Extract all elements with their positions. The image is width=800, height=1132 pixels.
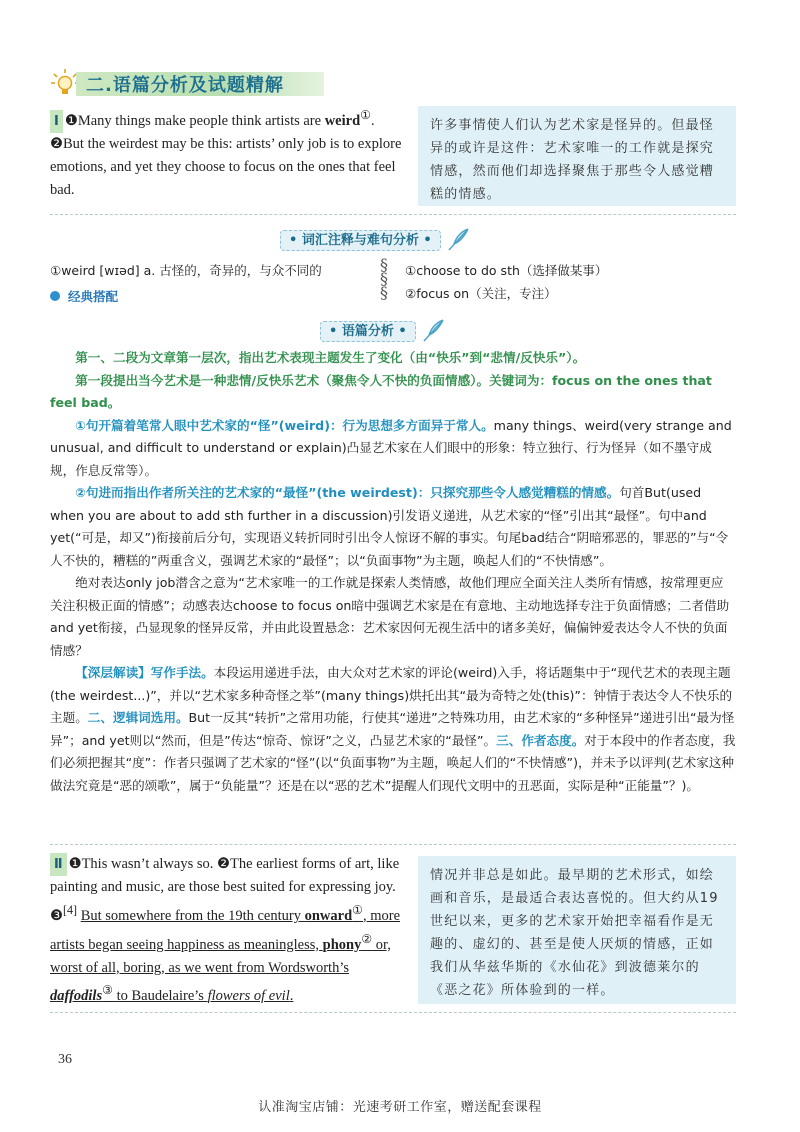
paragraph-1-text: ❶Many things make people think artists are weird①. ❷But the weirdest may be this: artists’ only job is to explore emotions, and yet they choose to focus on the ones that feel bad.	[50, 108, 402, 198]
analysis-line-1: 第一、二段为文章第一层次，指出艺术表现主题发生了变化（由“快乐”到“悲情/反快乐”）。	[75, 350, 586, 365]
deep-reading-label: 【深层解读】写作手法。	[75, 665, 214, 680]
divider	[50, 214, 736, 215]
collocation-label: 经典搭配	[68, 289, 119, 304]
vocab-item-choose: ①choose to do sth（选择做某事）	[405, 263, 608, 278]
paragraph-tag: Ⅰ	[50, 110, 63, 133]
page-number: 36	[58, 1052, 72, 1067]
sentence-2-heading: ②句进而指出作者所关注的艺术家的“最怪”(the weirdest)：只探究那些令人感觉糟糕的情感。	[75, 485, 620, 500]
analysis-deep-reading	[50, 662, 736, 797]
paragraph-2	[50, 853, 402, 1008]
paragraph-1	[50, 104, 404, 202]
analysis-header	[320, 317, 447, 343]
analysis-sentence-1	[50, 415, 736, 483]
analysis-line-2: 第一段提出当今艺术是一种悲情/反快乐艺术（聚焦令人不快的负面情感）。关键词为：focus on the ones that feel bad。	[50, 372, 712, 410]
vocab-header-label: • 词汇注释与难句分析 •	[280, 230, 441, 251]
paragraph-2-text: ❶This wasn’t always so. ❷The earliest forms of art, like painting and music, are those best suited for expressing joy. ❸[4] But somewhere from the 19th century onward①, more artists began seeing happiness as meaningless, phony② or, worst of all, boring, as we went from Wordsworth’s daffodils③ to Baudelaire’s flowers of evil.	[50, 856, 401, 1005]
analysis-sentence-2	[50, 482, 736, 572]
deep-reading-text-a: 本段运用递进手法，由大众对艺术家的评论(weird)入手，将话题集中于“现代艺术的表现主题(the weirdest...)”，并以“艺术家多种奇怪之举”(many things)烘托出其“最为奇特之处(this)”：钟情于表达令人不快乐的主题。	[50, 665, 733, 725]
collocation-row	[50, 287, 118, 305]
sentence-2-text: 句首But(used when you are about to add sth further in a discussion)引发语义递进，从艺术家的“怪”引出其“最怪”。句中and yet(“可是，却又”)衔接前后分句，实现语义转折同时引出令人惊讶不解的事实。句尾bad结合“阴暗邪恶的，罪恶的”与“令人不快的，糟糕的”两重含义，强调艺术家的“最怪”；以“负面事物”为主题，唤起人们的“不快情感”。	[50, 485, 729, 568]
footer-text: 认准淘宝店铺：光速考研工作室，赠送配套课程	[258, 1100, 542, 1115]
paragraph-2-translation: 情况并非总是如此。最早期的艺术形式，如绘画和音乐，是最适合表达喜悦的。但大约从19世纪以来，更多的艺术家开始把幸福看作是无趣的、虚幻的、甚至是使人厌烦的情感，正如我们从华兹华斯的《水仙花》到波德莱尔的《恶之花》所体验到的一样。	[418, 856, 736, 1004]
paragraph-tag: Ⅱ	[50, 853, 67, 876]
paragraph-1-translation: 许多事情使人们认为艺术家是怪异的。但最怪异的或许是这件：艺术家唯一的工作就是探究情感，然而他们却选择聚焦于那些令人感觉糟糕的情感。	[418, 106, 736, 206]
deep-reading-text-b: But一反其“转折”之常用功能，行使其“递进”之特殊功用，由艺术家的“多种怪异”递进引出“最为怪异”；and yet则以“然而，但是”传达“惊奇、惊讶”之义，凸显艺术家的“最怪”。	[50, 710, 735, 748]
deep-reading-label-3: 三、作者态度。	[496, 732, 585, 748]
divider	[50, 1012, 736, 1013]
section-title: 二.语篇分析及试题精解	[86, 75, 284, 96]
analysis-header-label: • 语篇分析 •	[320, 321, 416, 342]
vocab-item-focus: ②focus on（关注，专注）	[405, 286, 557, 301]
deep-reading-label-2: 二、逻辑词选用。	[87, 710, 189, 725]
deep-reading-text-c: 对于本段中的作者态度，我们必须把握其“度”：作者只强调了艺术家的“怪”(以“负面事物”为主题，唤起人们的“不快情感”)，并未予以评判(艺术家这种做法究竟是“恶的颂歌”，属于“负能量”？还是在以“恶的艺术”提醒人们现代文明中的丑恶面，实际是种“正能量”？)。	[50, 732, 736, 793]
quill-icon	[446, 226, 472, 252]
spiral-binding-icon: § § §	[380, 255, 388, 302]
sentence-1-text: many things、weird(very strange and unusual, and difficult to understand or explain)凸显艺术家在人们眼中的形象：特立独行、行为怪异（如不墨守成规，作息反常等）。	[50, 417, 732, 478]
dot-icon	[50, 291, 60, 301]
quill-icon	[421, 317, 447, 343]
vocab-header	[280, 226, 472, 252]
divider	[50, 844, 736, 845]
analysis-paragraph-3: 绝对表达only job潜含之意为“艺术家唯一的工作就是探索人类情感，故他们理应全面关注人类所有情感，按常理更应关注积极正面的情感”；动感表达choose to focus on暗中强调艺术家是在有意地、主动地选择专注于负面情感；二者借助and yet衔接，凸显现象的怪异反常，并由此设置悬念：艺术家因何无视生活中的诸多美好，偏偏钟爱表达令人不快的负面情感？	[50, 575, 730, 658]
sentence-1-heading: ①句开篇着笔常人眼中艺术家的“怪”(weird)：行为思想多方面异于常人。	[75, 417, 494, 433]
analysis-body	[50, 347, 736, 797]
vocab-item-weird: ①weird [wɪəd] a. 古怪的，奇异的，与众不同的	[50, 263, 322, 278]
section-header	[50, 68, 284, 98]
